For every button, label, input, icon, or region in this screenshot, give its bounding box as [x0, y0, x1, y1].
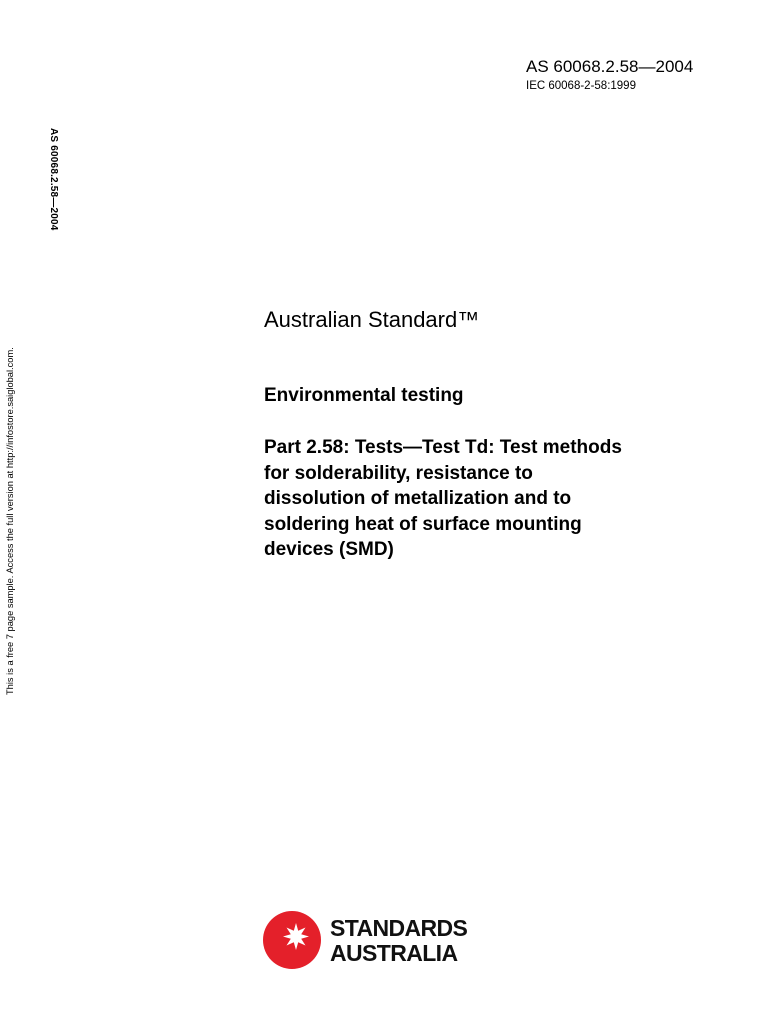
publisher-logo — [263, 910, 473, 972]
part-title: Part 2.58: Tests—Test Td: Test methods for solderability, resistance to dissolution of metallization and to soldering heat of surface mounting devices (SMD) — [264, 437, 622, 560]
iec-number: IEC 60068-2-58:1999 — [526, 80, 636, 92]
sample-notice: This is a free 7 page sample. Access the full version at http://infostore.saiglobal.com. — [5, 347, 15, 695]
main-title: Environmental testing — [264, 385, 464, 406]
logo-text-australia: AUSTRALIA — [330, 940, 458, 966]
spine-standard-number: AS 60068.2.58—2004 — [48, 128, 59, 231]
series-title: Australian Standard™ — [264, 307, 480, 332]
logo-text-standards: STANDARDS — [330, 915, 468, 941]
standard-number: AS 60068.2.58—2004 — [526, 57, 694, 76]
standards-australia-star-icon — [263, 911, 321, 969]
